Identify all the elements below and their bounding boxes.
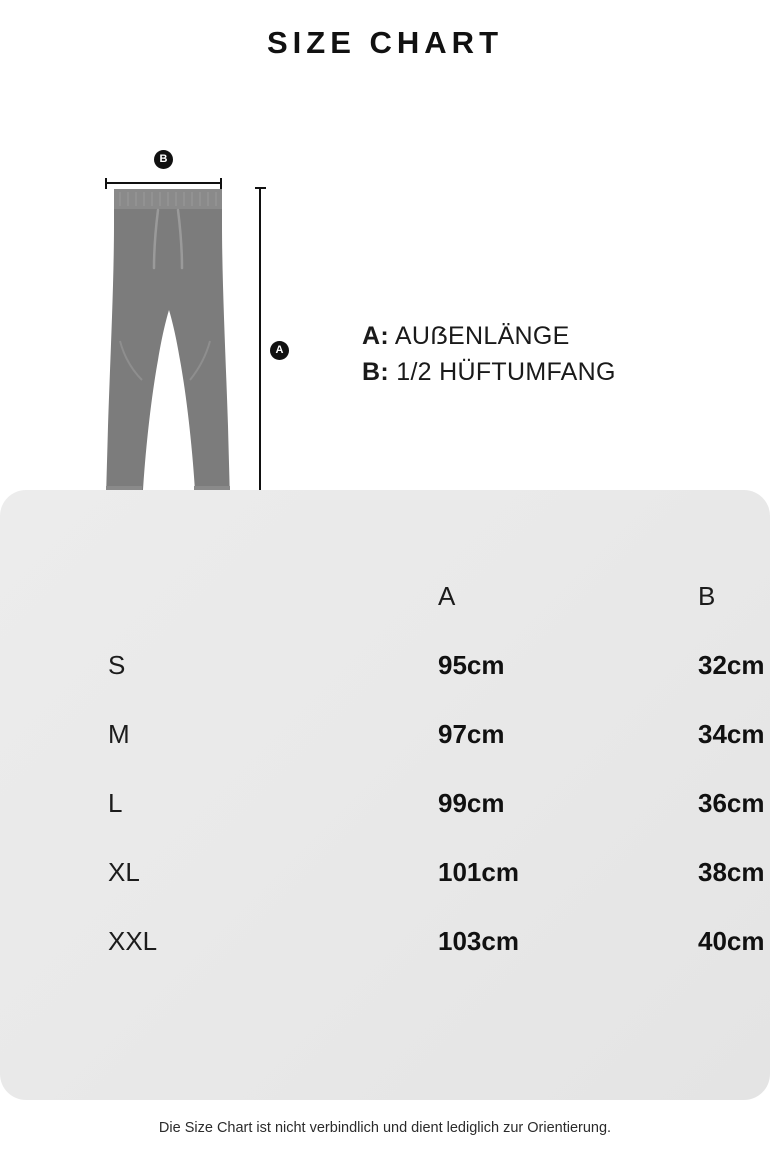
cell-b-value: 32cm: [698, 650, 765, 680]
legend-row-a: [362, 319, 616, 355]
header-b-label: B: [698, 581, 716, 611]
cell-a-value: 97cm: [438, 719, 505, 749]
table-row: [0, 700, 770, 769]
sweatpants-illustration: [98, 156, 268, 526]
legend-value-a: AUẞENLÄNGE: [394, 322, 570, 350]
table-header-row: [0, 562, 770, 631]
cell-b-value: 40cm: [698, 926, 765, 956]
measurement-diagram: [0, 61, 770, 461]
cell-size: XXL: [108, 926, 158, 956]
table-row: [0, 631, 770, 700]
measurement-bar-a: [255, 187, 266, 519]
header-a-label: A: [438, 581, 456, 611]
legend-row-b: [362, 355, 616, 391]
legend-key-a: A:: [362, 322, 389, 350]
cell-a-value: 103cm: [438, 926, 519, 956]
cell-a: [270, 631, 532, 700]
cell-b: [532, 631, 770, 700]
cell-size: S: [108, 650, 126, 680]
cell-b-value: 34cm: [698, 719, 765, 749]
badge-b: B: [154, 150, 173, 169]
cell-b: [532, 838, 770, 907]
cell-b-value: 38cm: [698, 857, 765, 887]
header-size: [0, 562, 270, 631]
cell-b: [532, 769, 770, 838]
measurement-bar-b: [105, 178, 222, 188]
size-table: [0, 562, 770, 976]
cell-a: [270, 769, 532, 838]
legend-key-b: B:: [362, 357, 389, 386]
cell-b-value: 36cm: [698, 788, 765, 818]
table-row: [0, 838, 770, 907]
cell-a: [270, 907, 532, 976]
page-title: SIZE CHART: [267, 25, 503, 60]
measurement-legend: [362, 319, 616, 390]
badge-a: A: [270, 341, 289, 360]
footnote: Die Size Chart ist nicht verbindlich und dient lediglich zur Orientierung.: [158, 1120, 612, 1136]
legend-value-b: 1/2 HÜFTUMFANG: [396, 357, 616, 386]
size-table-card: [0, 490, 770, 1100]
header-a: [270, 562, 532, 631]
cell-b: [532, 700, 770, 769]
cell-a-value: 95cm: [438, 650, 505, 680]
cell-size: L: [108, 788, 123, 818]
cell-size: M: [108, 719, 130, 749]
cell-size: XL: [108, 857, 140, 887]
table-row: [0, 769, 770, 838]
header-b: [532, 562, 770, 631]
cell-a: [270, 838, 532, 907]
table-row: [0, 907, 770, 976]
cell-a: [270, 700, 532, 769]
cell-a-value: 101cm: [438, 857, 519, 887]
cell-a-value: 99cm: [438, 788, 505, 818]
cell-b: [532, 907, 770, 976]
